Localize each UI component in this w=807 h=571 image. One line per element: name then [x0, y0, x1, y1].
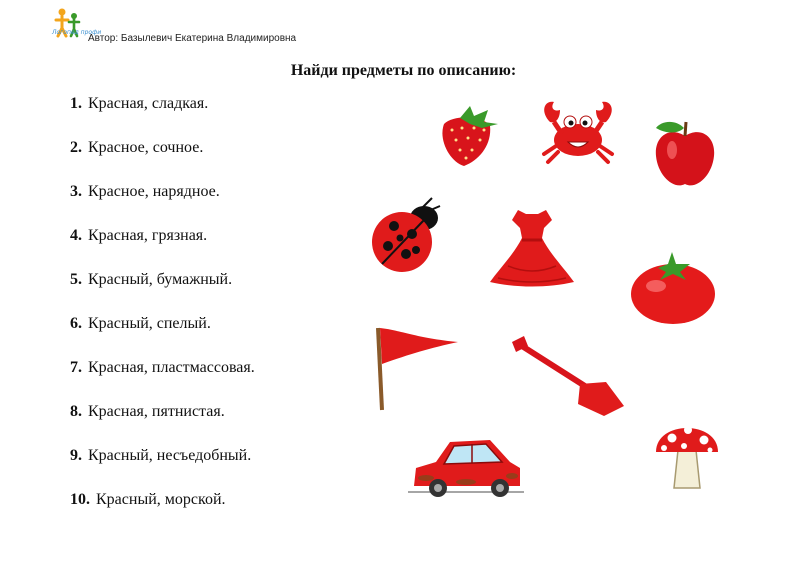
dress-icon: [488, 206, 576, 288]
list-item: 6. Красный, спелый.: [70, 315, 211, 332]
list-item: 2. Красное, сочное.: [70, 139, 204, 156]
apple-icon: [650, 114, 720, 190]
logo-text: Логопед профи: [52, 29, 102, 36]
list-item: 5. Красный, бумажный.: [70, 271, 233, 288]
page-title: Найди предметы по описанию:: [290, 62, 517, 79]
crab-icon: [536, 96, 620, 168]
flag-icon: [370, 324, 460, 412]
author-line: Автор: Базылевич Екатерина Владимировна: [88, 33, 297, 44]
list-item: 3. Красное, нарядное.: [70, 183, 220, 200]
list-item: 8. Красная, пятнистая.: [70, 403, 225, 420]
ladybug-icon: [366, 194, 450, 278]
tomato-icon: [628, 250, 718, 326]
strawberry-icon: [434, 100, 504, 168]
list-item: 1. Красная, сладкая.: [70, 95, 209, 112]
list-item: 10. Красный, морской.: [70, 491, 226, 508]
description-list: [70, 94, 255, 534]
list-item: 9. Красный, несъедобный.: [70, 447, 252, 464]
shovel-icon: [508, 334, 626, 418]
car-icon: [406, 432, 526, 500]
list-item: 7. Красная, пластмассовая.: [70, 359, 255, 376]
mushroom-icon: [652, 408, 722, 492]
logo-icon: [50, 6, 86, 42]
list-item: 4. Красная, грязная.: [70, 227, 208, 244]
